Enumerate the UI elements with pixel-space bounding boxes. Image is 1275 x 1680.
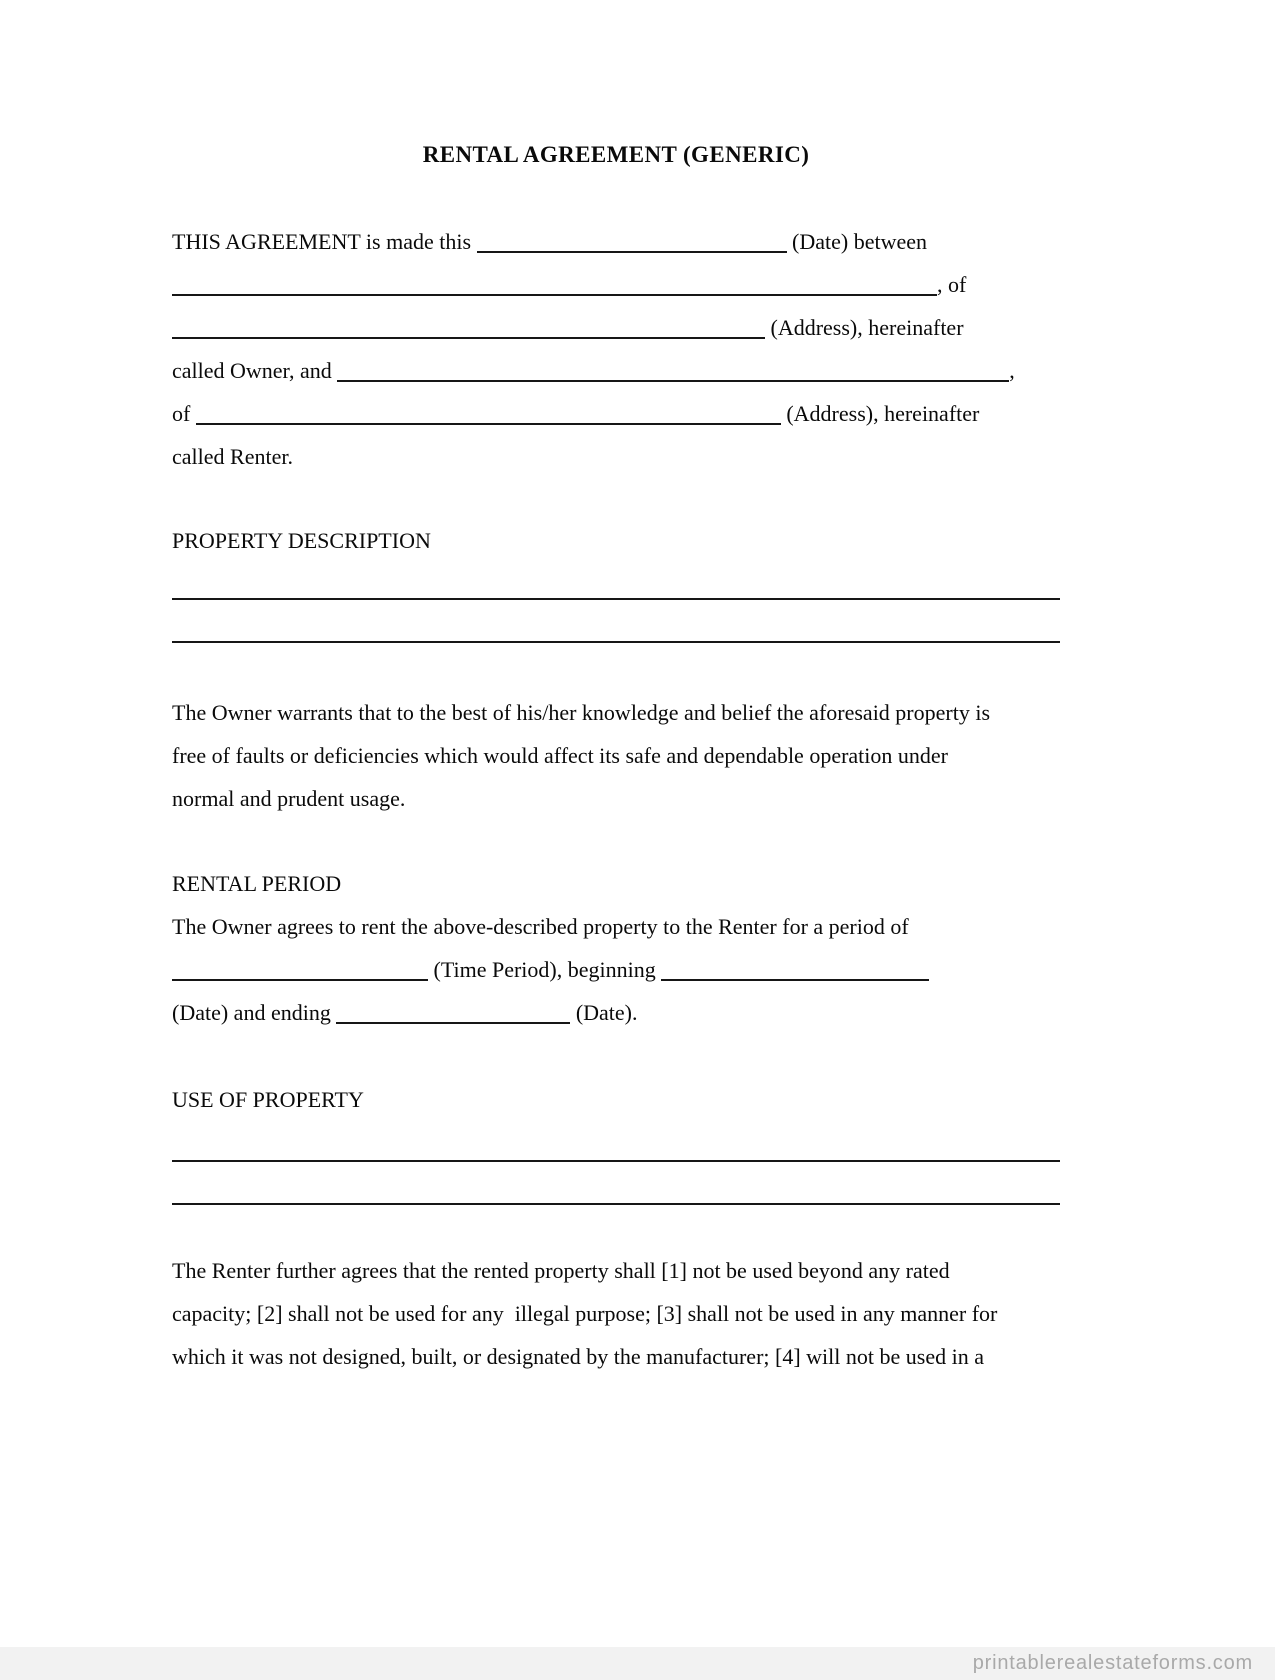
text-run: (Date) between [786,229,928,254]
text-run: The Renter further agrees that the rented property shall [1] not be used beyond any rated [172,1258,950,1283]
text-run: called Renter. [172,444,293,469]
blank-field [172,294,937,296]
blank-field [196,423,781,425]
text-line [172,1335,1060,1378]
text-line [172,948,1060,991]
text-line [172,349,1060,392]
heading-use-of-property: USE OF PROPERTY [172,1087,364,1112]
blank-field [172,337,765,339]
text-run: (Time Period), beginning [428,957,662,982]
blank-field [661,979,929,981]
text-line [172,777,1060,820]
text-run: (Date). [570,1000,638,1025]
text-line [172,567,1060,610]
text-line [172,435,1060,478]
blank-field [172,1160,1060,1162]
text-run: of [172,401,196,426]
blank-field [336,1022,570,1024]
footer-bar [0,1647,1275,1680]
text-run: which it was not designed, built, or designated by the manufacturer; [4] will not be used in a [172,1344,984,1369]
document-content [172,0,1060,1378]
text-line [172,1292,1060,1335]
text-run: , [1009,358,1015,383]
heading-rental-period: RENTAL PERIOD [172,871,342,896]
text-line [172,734,1060,777]
text-run: (Date) and ending [172,1000,337,1025]
text-line [172,1129,1060,1172]
text-line [172,1249,1060,1292]
property-description-blanks [172,567,1060,653]
text-line [172,1172,1060,1215]
text-run: free of faults or deficiencies which would affect its safe and dependable operation under [172,743,948,768]
text-run: (Address), hereinafter [780,401,980,426]
renter-agreement-paragraph [172,1249,1060,1378]
intro-paragraph [172,220,1060,478]
blank-field [172,1203,1060,1205]
text-run: , of [937,272,967,297]
text-line [172,991,1060,1034]
text-line [172,691,1060,734]
blank-field [172,641,1060,643]
text-line [172,306,1060,349]
text-run: called Owner, and [172,358,338,383]
text-run: capacity; [2] shall not be used for any illegal purpose; [3] shall not be used in any manner for [172,1301,998,1326]
text-line [172,610,1060,653]
blank-field [172,979,428,981]
use-of-property-blanks [172,1129,1060,1215]
blank-field [477,251,787,253]
footer-site-label: printablerealestateforms.com [972,1652,1253,1674]
rental-period-paragraph [172,905,1060,1034]
document-title: RENTAL AGREEMENT (GENERIC) [422,142,810,167]
document-blocks [172,220,1060,1378]
heading-property-description: PROPERTY DESCRIPTION [172,528,431,553]
text-line [172,220,1060,263]
text-line [172,905,1060,948]
text-line [172,392,1060,435]
blank-field [172,598,1060,600]
text-run: THIS AGREEMENT is made this [172,229,477,254]
blank-field [337,380,1009,382]
text-run: The Owner agrees to rent the above-described property to the Renter for a period of [172,914,909,939]
text-run: (Address), hereinafter [765,315,964,340]
text-line [172,263,1060,306]
text-run: The Owner warrants that to the best of his/her knowledge and belief the aforesaid property is [172,700,991,725]
owner-warranty-paragraph [172,691,1060,820]
text-run: normal and prudent usage. [172,786,406,811]
